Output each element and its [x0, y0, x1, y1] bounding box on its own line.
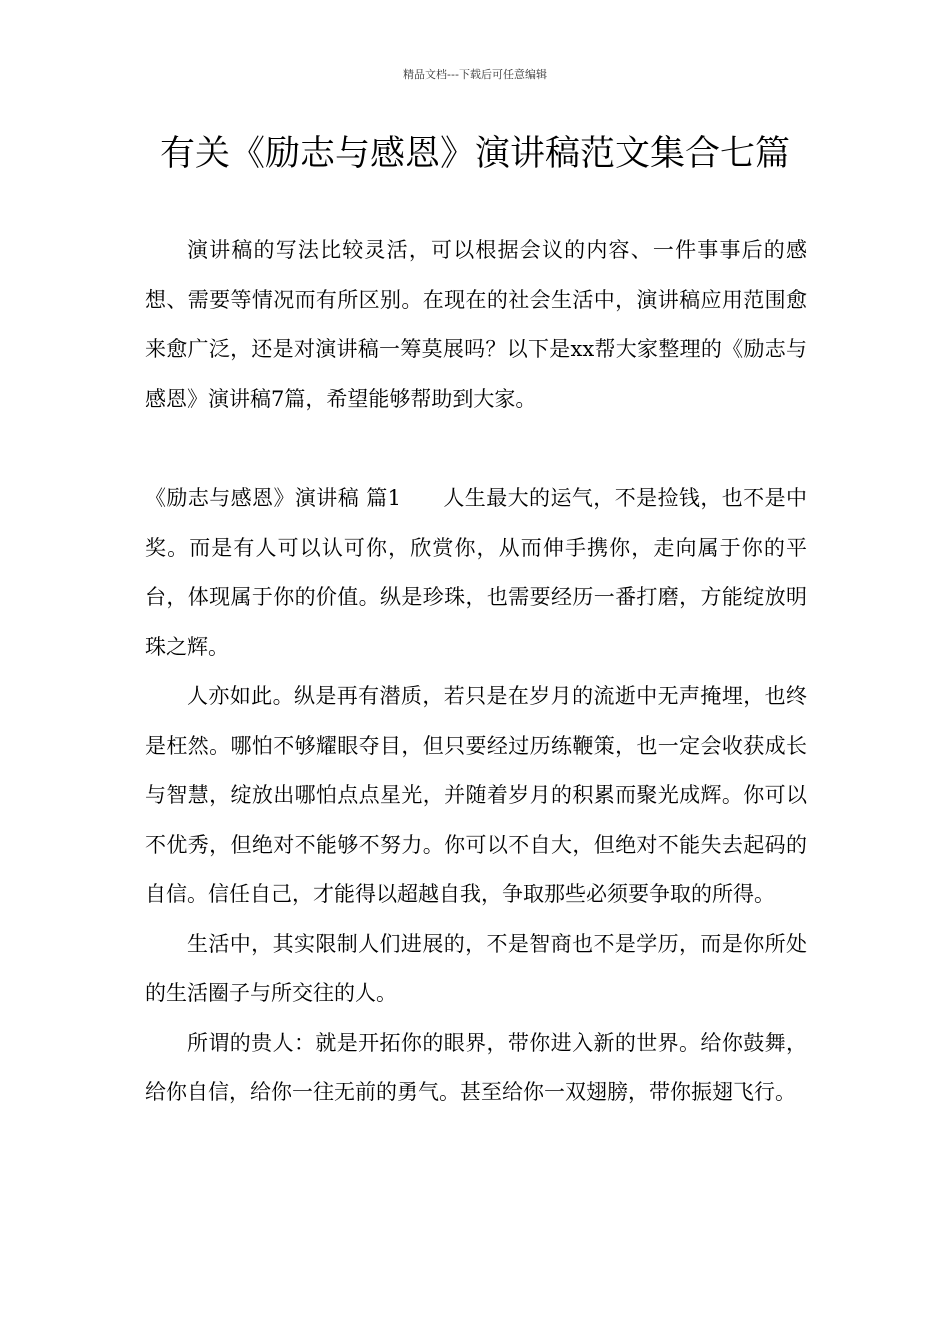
document-body	[145, 226, 807, 1118]
intro-paragraph: 演讲稿的写法比较灵活，可以根据会议的内容、一件事事后的感想、需要等情况而有所区别。在现在的社会生活中，演讲稿应用范围愈来愈广泛，还是对演讲稿一筹莫展吗？以下是xx帮大家整理的《励志与感恩》演讲稿7篇，希望能够帮助到大家。	[145, 238, 807, 411]
section-1-paragraph-4: 所谓的贵人：就是开拓你的眼界，带你进入新的世界。给你鼓舞，给你自信，给你一往无前的勇气。甚至给你一双翅膀，带你振翅飞行。	[145, 1030, 807, 1104]
section-spacer	[145, 424, 807, 474]
section-1-paragraph-3: 生活中，其实限制人们进展的，不是智商也不是学历，而是你所处的生活圈子与所交往的人。	[145, 931, 807, 1005]
section-1-heading: 《励志与感恩》演讲稿 篇1	[145, 486, 401, 510]
section-1-paragraph-2: 人亦如此。纵是再有潜质，若只是在岁月的流逝中无声掩埋，也终是枉然。哪怕不够耀眼夺目，但只要经过历练鞭策，也一定会收获成长与智慧，绽放出哪怕点点星光，并随着岁月的积累而聚光成辉。你可以不优秀，但绝对不能够不努力。你可以不自大，但绝对不能失去起码的自信。信任自己，才能得以超越自我，争取那些必须要争取的所得。	[145, 684, 807, 906]
page-header-note: 精品文档---下载后可任意编辑	[403, 68, 547, 81]
section-1-opening	[145, 474, 807, 672]
document-title: 有关《励志与感恩》演讲稿范文集合七篇	[159, 134, 790, 174]
section-1-first-paragraph: 人生最大的运气，不是捡钱，也不是中奖。而是有人可以认可你，欣赏你，从而伸手携你，走向属于你的平台，体现属于你的价值。纵是珍珠，也需要经历一番打磨，方能绽放明珠之辉。	[145, 486, 807, 659]
